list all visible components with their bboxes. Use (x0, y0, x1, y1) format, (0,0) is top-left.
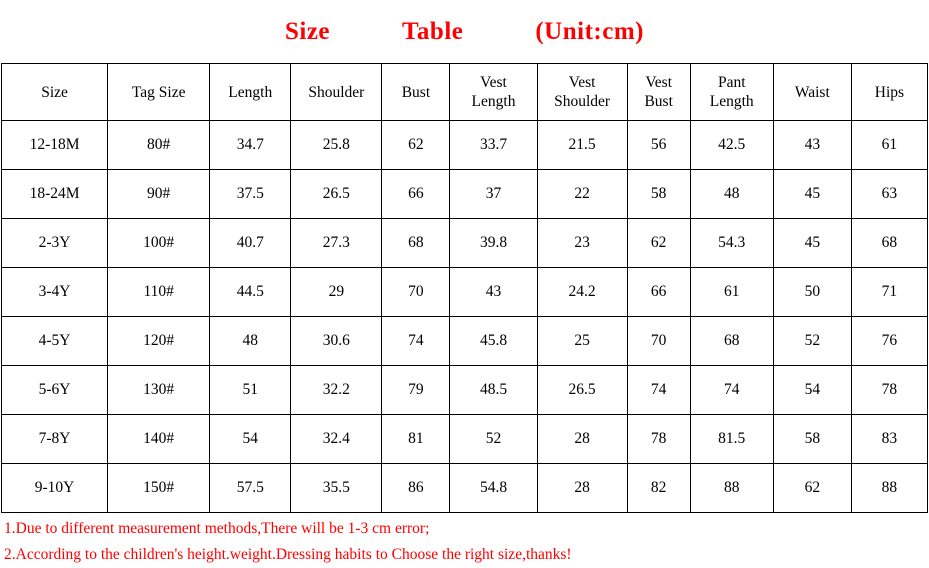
cell-hips: 61 (851, 121, 927, 170)
cell-vest-length: 48.5 (450, 366, 537, 415)
cell-waist: 45 (773, 219, 851, 268)
cell-vest-bust: 66 (627, 268, 690, 317)
cell-tag-size: 80# (108, 121, 210, 170)
cell-pant-length: 48 (690, 170, 773, 219)
cell-waist: 58 (773, 415, 851, 464)
footnote-size-advice: 2.According to the children's height.weight.Dressing habits to Choose the right size,thanks! (4, 546, 572, 563)
cell-vest-shoulder: 28 (537, 464, 627, 513)
column-header-length (210, 64, 291, 121)
cell-shoulder: 35.5 (291, 464, 382, 513)
cell-bust: 81 (382, 415, 450, 464)
title-word-size: Size (284, 17, 331, 45)
cell-length: 57.5 (210, 464, 291, 513)
cell-waist: 50 (773, 268, 851, 317)
cell-vest-length: 39.8 (450, 219, 537, 268)
cell-bust: 68 (382, 219, 450, 268)
cell-bust: 79 (382, 366, 450, 415)
cell-length: 34.7 (210, 121, 291, 170)
column-header-tag-size (108, 64, 210, 121)
header-line-1: Length (228, 83, 273, 101)
cell-vest-length: 37 (450, 170, 537, 219)
cell-vest-bust: 58 (627, 170, 690, 219)
cell-tag-size: 140# (108, 415, 210, 464)
table-row (2, 170, 928, 219)
cell-shoulder: 32.4 (291, 415, 382, 464)
cell-pant-length: 54.3 (690, 219, 773, 268)
header-line-1: Shoulder (308, 83, 365, 101)
cell-waist: 54 (773, 366, 851, 415)
cell-pant-length: 74 (690, 366, 773, 415)
header-line-1: Tag Size (131, 83, 186, 101)
cell-length: 40.7 (210, 219, 291, 268)
cell-length: 48 (210, 317, 291, 366)
cell-tag-size: 90# (108, 170, 210, 219)
cell-size: 18-24M (2, 170, 108, 219)
header-line-1: Pant (717, 74, 746, 91)
column-header-vest-bust (627, 64, 690, 121)
table-body (2, 121, 928, 513)
column-header-bust (382, 64, 450, 121)
cell-vest-length: 43 (450, 268, 537, 317)
table-row (2, 317, 928, 366)
header-line-1: Vest (645, 74, 673, 91)
column-header-shoulder (291, 64, 382, 121)
cell-length: 54 (210, 415, 291, 464)
header-line-1: Bust (401, 83, 431, 101)
footnote-measurement-error: 1.Due to different measurement methods,There will be 1-3 cm error; (4, 520, 430, 537)
cell-waist: 52 (773, 317, 851, 366)
cell-size: 4-5Y (2, 317, 108, 366)
cell-vest-length: 33.7 (450, 121, 537, 170)
table-header-row (2, 64, 928, 121)
cell-vest-length: 45.8 (450, 317, 537, 366)
header-line-2: Bust (644, 93, 673, 110)
cell-hips: 83 (851, 415, 927, 464)
cell-waist: 45 (773, 170, 851, 219)
cell-waist: 62 (773, 464, 851, 513)
cell-size: 12-18M (2, 121, 108, 170)
title-unit: (Unit:cm) (535, 17, 644, 45)
cell-shoulder: 29 (291, 268, 382, 317)
table-row (2, 268, 928, 317)
column-header-hips (851, 64, 927, 121)
table-row (2, 366, 928, 415)
cell-shoulder: 25.8 (291, 121, 382, 170)
cell-vest-shoulder: 25 (537, 317, 627, 366)
table-row (2, 121, 928, 170)
title-word-table: Table (402, 17, 464, 45)
header-line-1: Hips (874, 83, 905, 101)
cell-vest-shoulder: 22 (537, 170, 627, 219)
cell-vest-length: 52 (450, 415, 537, 464)
cell-bust: 66 (382, 170, 450, 219)
cell-vest-shoulder: 28 (537, 415, 627, 464)
cell-vest-shoulder: 24.2 (537, 268, 627, 317)
column-header-vest-length (450, 64, 537, 121)
cell-pant-length: 81.5 (690, 415, 773, 464)
cell-tag-size: 100# (108, 219, 210, 268)
header-line-2: Length (471, 93, 516, 110)
column-header-size (2, 64, 108, 121)
header-line-2: Length (709, 93, 754, 110)
column-header-vest-shoulder (537, 64, 627, 121)
cell-size: 2-3Y (2, 219, 108, 268)
cell-vest-bust: 78 (627, 415, 690, 464)
cell-vest-bust: 82 (627, 464, 690, 513)
cell-size: 5-6Y (2, 366, 108, 415)
cell-vest-bust: 56 (627, 121, 690, 170)
cell-tag-size: 130# (108, 366, 210, 415)
header-line-2: Shoulder (554, 93, 611, 110)
size-table (1, 63, 928, 513)
cell-pant-length: 88 (690, 464, 773, 513)
cell-shoulder: 26.5 (291, 170, 382, 219)
cell-hips: 88 (851, 464, 927, 513)
cell-hips: 63 (851, 170, 927, 219)
cell-vest-bust: 70 (627, 317, 690, 366)
header-line-1: Size (41, 83, 68, 101)
cell-bust: 74 (382, 317, 450, 366)
cell-tag-size: 150# (108, 464, 210, 513)
column-header-waist (773, 64, 851, 121)
cell-length: 44.5 (210, 268, 291, 317)
cell-size: 9-10Y (2, 464, 108, 513)
cell-waist: 43 (773, 121, 851, 170)
cell-pant-length: 42.5 (690, 121, 773, 170)
header-line-1: Waist (794, 83, 830, 101)
table-row (2, 464, 928, 513)
cell-hips: 78 (851, 366, 927, 415)
cell-vest-length: 54.8 (450, 464, 537, 513)
cell-vest-shoulder: 21.5 (537, 121, 627, 170)
chart-title (0, 0, 929, 63)
cell-length: 37.5 (210, 170, 291, 219)
cell-pant-length: 68 (690, 317, 773, 366)
cell-vest-shoulder: 26.5 (537, 366, 627, 415)
cell-vest-shoulder: 23 (537, 219, 627, 268)
cell-size: 3-4Y (2, 268, 108, 317)
cell-shoulder: 27.3 (291, 219, 382, 268)
cell-hips: 76 (851, 317, 927, 366)
column-header-pant-length (690, 64, 773, 121)
header-line-1: Vest (480, 74, 507, 91)
cell-shoulder: 30.6 (291, 317, 382, 366)
cell-bust: 62 (382, 121, 450, 170)
cell-hips: 71 (851, 268, 927, 317)
cell-tag-size: 120# (108, 317, 210, 366)
cell-bust: 70 (382, 268, 450, 317)
cell-hips: 68 (851, 219, 927, 268)
table-row (2, 415, 928, 464)
header-line-1: Vest (568, 74, 596, 91)
cell-size: 7-8Y (2, 415, 108, 464)
cell-tag-size: 110# (108, 268, 210, 317)
cell-length: 51 (210, 366, 291, 415)
table-row (2, 219, 928, 268)
cell-vest-bust: 62 (627, 219, 690, 268)
cell-pant-length: 61 (690, 268, 773, 317)
cell-bust: 86 (382, 464, 450, 513)
cell-vest-bust: 74 (627, 366, 690, 415)
cell-shoulder: 32.2 (291, 366, 382, 415)
